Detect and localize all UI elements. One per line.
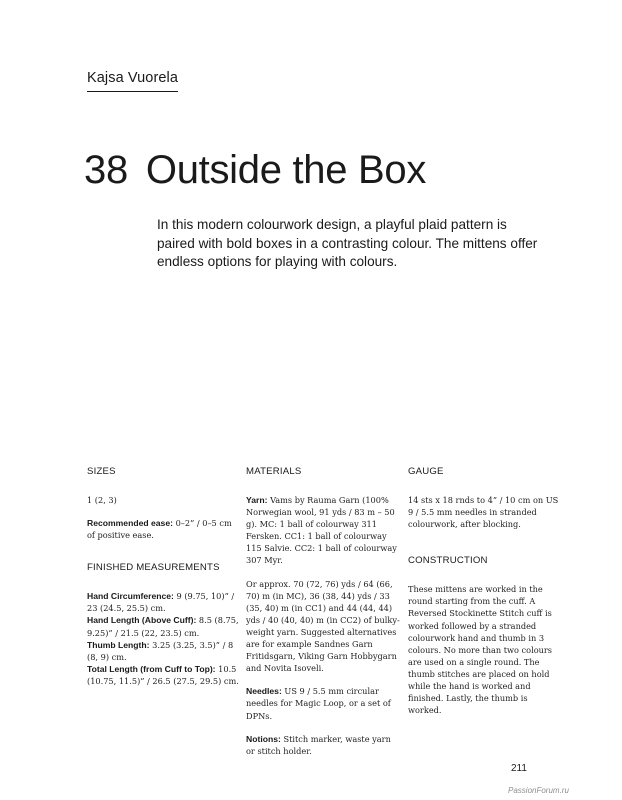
spacer — [408, 541, 563, 555]
gauge-heading: GAUGE — [408, 466, 444, 477]
notions-text: Stitch marker, waste yarn or stitch holder. — [246, 733, 391, 756]
intro-paragraph: In this modern colourwork design, a playful plaid pattern is paired with bold boxes in a contrasting colour. The mittens offer endless options for playing with colours. — [157, 217, 538, 269]
ease-label: Recommended ease: — [87, 518, 173, 529]
needles-text: US 9 / 5.5 mm circular needles for Magic Loop, or a set of DPNs. — [246, 686, 391, 721]
recommended-ease — [87, 517, 239, 541]
measurement-value: 9 (9.75, 10)” / 23 (24.5, 25.5) cm. — [87, 591, 235, 614]
gauge-text: 14 sts x 18 rnds to 4” / 10 cm on US 9 / 5.5 mm needles in stranded colourwork, after blocking. — [408, 495, 559, 530]
author-name: Kajsa Vuorela — [87, 70, 179, 86]
spacer — [87, 552, 239, 562]
notions-label: Notions: — [246, 733, 281, 744]
sizes-heading: SIZES — [87, 466, 116, 477]
construction-heading: CONSTRUCTION — [408, 555, 488, 567]
column-gauge — [408, 466, 563, 727]
measurement-label: Hand Length (Above Cuff): — [87, 615, 197, 626]
pattern-title — [84, 148, 426, 193]
column-materials — [246, 466, 400, 768]
yarn-label: Yarn: — [246, 495, 268, 505]
approx-paragraph: Or approx. 70 (72, 76) yds / 64 (66, 70) m (in MC), 36 (38, 44) yds / 33 (35, 40) m (in CC1) and 44 (44, 44) yds / 40 (40, 40) m (in CC2) of bulky-weight yarn. Suggested alternatives are for example Sandnes Garn Fritidsgarn, Viking Garn Hobbygarn and Novita Isoveli. — [246, 578, 400, 674]
watermark: PassionForum.ru — [508, 786, 569, 795]
measurement-label: Hand Circumference: — [87, 591, 174, 602]
yarn-text: Vams by Rauma Garn (100% Norwegian wool, 91 yds / 83 m – 50 g). MC: 1 ball of colourway 311 Fersken. CC1: 1 ball of colourway 115 Salvie. CC2: 1 ball of colourway 307 Myr. — [246, 495, 397, 566]
needles-paragraph — [246, 685, 400, 721]
measurement-label: Total Length (from Cuff to Top): — [87, 663, 216, 674]
sizes-value: 1 (2, 3) — [87, 495, 117, 505]
pattern-title-text: Outside the Box — [145, 148, 427, 192]
ease-value: 0–2” / 0–5 cm of positive ease. — [87, 518, 232, 541]
measurement-value: 10.5 (10.75, 11.5)” / 26.5 (27.5, 29.5) cm. — [87, 663, 239, 686]
measurement-value: 3.25 (3.25, 3.5)” / 8 (8, 9) cm. — [87, 639, 234, 662]
construction-text: These mittens are worked in the round starting from the cuff. A Reversed Stockinette Stitch cuff is worked followed by a stranded colourwork hand and thumb in 3 colours. No more than two colours are used on a single round. The thumb stitches are placed on hold while the hand is worked and finished. Lastly, the thumb is worked. — [408, 584, 553, 716]
needles-label: Needles: — [246, 686, 282, 697]
yarn-paragraph — [246, 494, 400, 567]
finished-measurements — [87, 590, 239, 687]
measurement-label: Thumb Length: — [87, 639, 150, 650]
measurement-value: 8.5 (8.75, 9.25)” / 21.5 (22, 23.5) cm. — [87, 615, 239, 638]
notions-paragraph — [246, 733, 400, 757]
column-sizes — [87, 466, 239, 687]
author-underline — [87, 91, 178, 92]
page-number: 211 — [511, 763, 527, 774]
pattern-number: 38 — [84, 148, 128, 192]
finished-measurements-heading: FINISHED MEASUREMENTS — [87, 562, 220, 574]
materials-heading: MATERIALS — [246, 466, 302, 477]
